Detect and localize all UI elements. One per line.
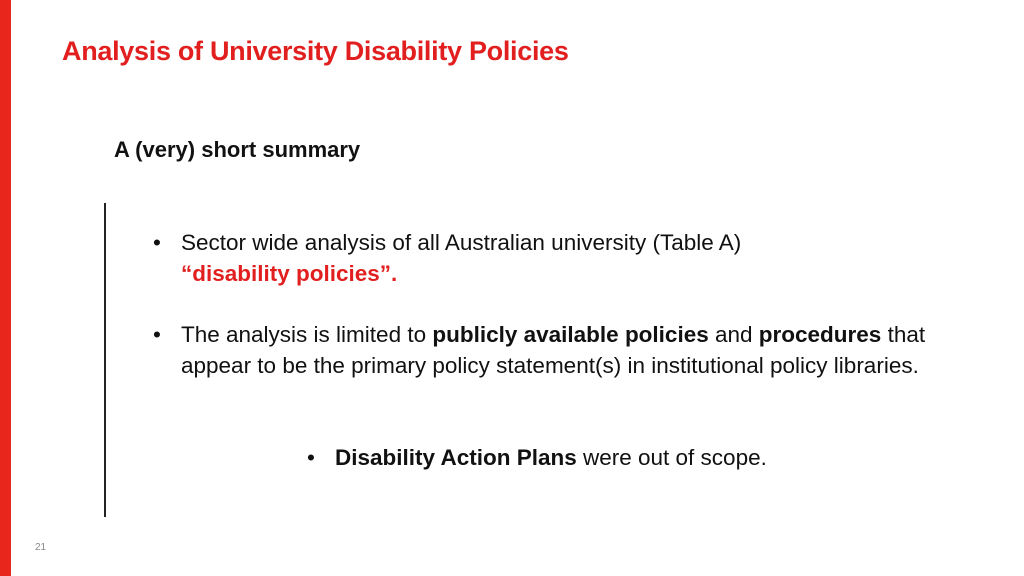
bullet-text: Sector wide analysis of all Australian university (Table A) bbox=[181, 230, 742, 255]
bullet-text: that appear to be the primary policy statement(s) in institutional policy libraries. bbox=[181, 322, 926, 378]
accent-bar bbox=[0, 0, 11, 576]
bullet-highlight: “disability policies”. bbox=[181, 261, 398, 286]
bullet-item-analysis-scope bbox=[153, 319, 961, 381]
vertical-divider bbox=[104, 203, 106, 517]
bullet-item-sector-analysis bbox=[153, 227, 881, 289]
bullet-text: The analysis is limited to bbox=[181, 322, 433, 347]
bullet-text: were out of scope. bbox=[576, 445, 767, 470]
bullet-bold-text: procedures bbox=[758, 322, 882, 347]
bullet-bold-text: publicly available policies bbox=[432, 322, 709, 347]
bullet-marker: • bbox=[153, 322, 161, 347]
bullet-text: and bbox=[708, 322, 759, 347]
bullet-bold-text: Disability Action Plans bbox=[335, 445, 577, 470]
slide-subtitle: A (very) short summary bbox=[114, 137, 361, 162]
bullet-marker: • bbox=[307, 445, 315, 470]
slide-title: Analysis of University Disability Policies bbox=[62, 36, 569, 66]
bullet-marker: • bbox=[153, 230, 161, 255]
page-number: 21 bbox=[35, 542, 47, 553]
bullet-item-out-of-scope bbox=[307, 442, 975, 473]
